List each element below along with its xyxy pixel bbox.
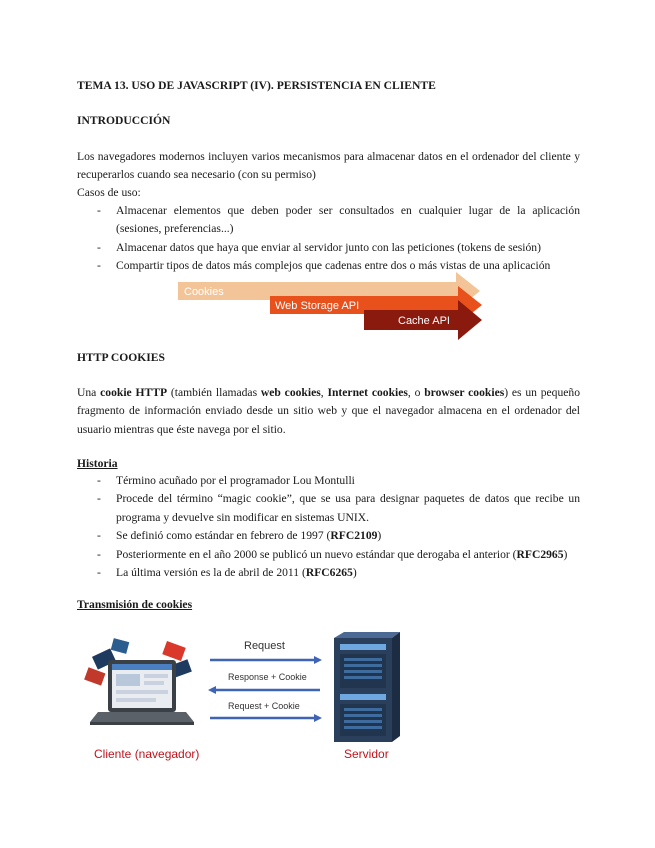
cookies-label: Cookies — [184, 286, 224, 298]
list-item: - Término acuñado por el programador Lou Montulli — [77, 472, 580, 490]
historia-list — [77, 472, 580, 582]
use-cases-list — [77, 202, 580, 276]
intro-paragraph: Los navegadores modernos incluyen varios mecanismos para almacenar datos en el ordenador del cliente y recuperarlos cuando sea necesario (con su permiso) — [77, 150, 580, 182]
historia-heading: Historia — [77, 457, 118, 470]
client-label: Cliente (navegador) — [94, 747, 200, 761]
storage-mechanisms-arrows — [178, 272, 488, 348]
use-cases-label: Casos de uso: — [77, 186, 141, 199]
intro-heading: INTRODUCCIÓN — [77, 114, 171, 127]
cookie-transmission-diagram — [82, 632, 412, 767]
list-item: - Se definió como estándar en febrero de 1997 (RFC2109) — [77, 527, 580, 545]
http-cookies-paragraph: Una cookie HTTP (también llamadas web cookies, Internet cookies, o browser cookies) es un pequeño fragmento de información enviado desde un sitio web y que el navegador almacena en el ordenador del usuario mientras que éste navega por el sitio. — [77, 386, 581, 436]
web-storage-label: Web Storage API — [275, 300, 360, 312]
document-title: TEMA 13. USO DE JAVASCRIPT (IV). PERSISTENCIA EN CLIENTE — [77, 79, 436, 92]
list-item: - Procede del término “magic cookie”, que se usa para designar paquetes de datos que recibe un programa y devuelve sin modificar en sistemas UNIX. — [77, 490, 580, 527]
list-item: - Compartir tipos de datos más complejos que cadenas entre dos o más vistas de una aplicación — [77, 257, 580, 275]
response-cookie-label: Response + Cookie — [228, 672, 307, 682]
list-item: - La última versión es la de abril de 2011 (RFC6265) — [77, 564, 580, 582]
request-cookie-label: Request + Cookie — [228, 701, 300, 711]
transmision-heading: Transmisión de cookies — [77, 598, 193, 611]
server-icon — [334, 632, 400, 742]
list-item: - Almacenar datos que haya que enviar al servidor junto con las peticiones (tokens de sesión) — [77, 239, 580, 257]
http-cookies-heading: HTTP COOKIES — [77, 351, 165, 364]
request-label: Request — [244, 640, 285, 652]
list-item: - Posteriormente en el año 2000 se publicó un nuevo estándar que derogaba el anterior (RFC2965) — [77, 546, 580, 564]
list-item: - Almacenar elementos que deben poder ser consultados en cualquier lugar de la aplicación (sesiones, preferencias...) — [77, 202, 580, 239]
server-label: Servidor — [344, 747, 389, 761]
cache-api-label: Cache API — [398, 315, 450, 327]
